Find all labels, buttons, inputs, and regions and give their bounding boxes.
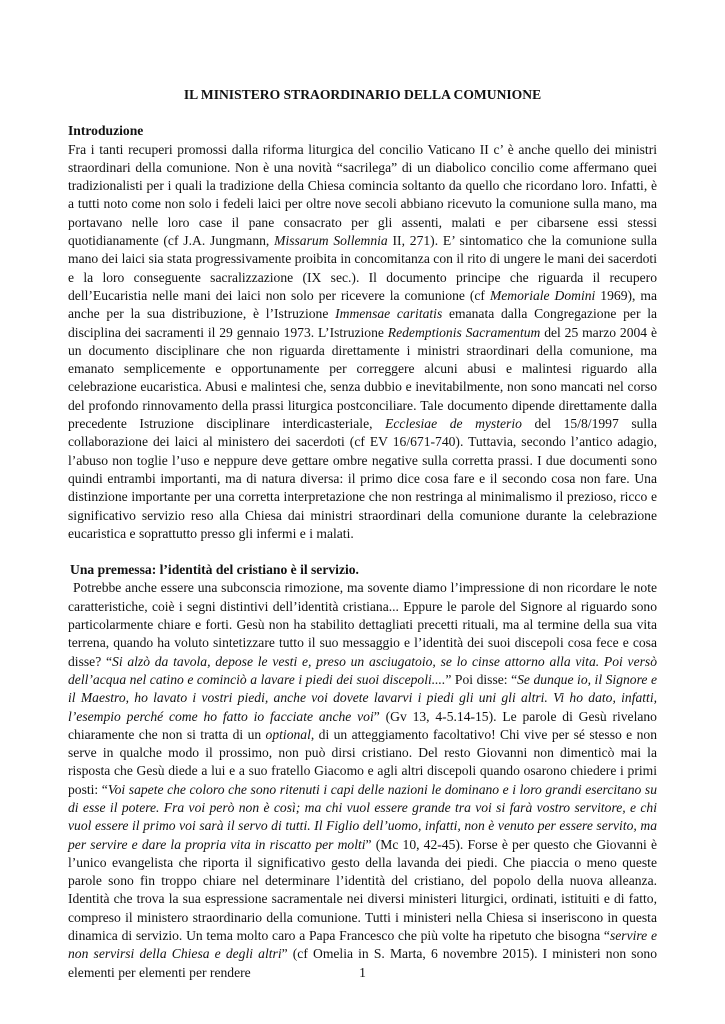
text-run: , di un atteggiamento facoltativo! Chi vive per sé stesso e non serve in qualche modo il prossimo, non può dirsi cristiano. Del resto Giovanni non dimenticò mai la risposta che Gesù diede a lui e a suo fratello Giacomo e agli altri discepoli quando osarono chiedere i primi posti: “: [68, 726, 657, 797]
text-run: ” (cf Omelia in S. Marta, 6 novembre 2015). I ministeri non sono elementi per elementi per rendere: [68, 946, 657, 980]
text-run: 1969), ma anche per la sua distribuzione, è l’Istruzione: [68, 287, 657, 322]
italic-run: optional: [265, 726, 311, 742]
paragraph-premessa: [68, 579, 657, 982]
text-run: del 25 marzo 2004 è un documento disciplinare che non riguarda direttamente i ministri straordinari della comunione, ma emanato semplicemente e opportunamente per correggere alcuni abusi e malintesi riguardo alla celebrazione eucaristica. Abusi e malintesi che, senza dubbio e inevitabilmente, non sono mancati nel corso del profondo rinnovamento della prassi liturgica postconciliare. Tale documento dipende direttamente dalla precedente Istruzione disciplinare interdicasteriale,: [68, 324, 657, 432]
italic-run: Missarum Sollemnia: [274, 233, 388, 249]
text-run: emanata dalla Congregazione per la disciplina dei sacramenti il 29 gennaio 1973. L’Istruzione: [68, 306, 657, 340]
italic-run: Si alzò da tavola, depose le vesti e, preso un asciugatoio, se lo cinse attorno alla vita. Poi versò dell’acqua nel catino e cominciò a lavare i piedi dei suoi discepoli....: [68, 653, 657, 687]
italic-run: Memoriale Domini: [489, 287, 596, 303]
document-title: IL MINISTERO STRAORDINARIO DELLA COMUNIONE: [183, 87, 542, 102]
italic-run: Voi sapete che coloro che sono ritenuti i capi delle nazioni le dominano e i loro grandi esercitano su di esse il potere. Fra voi però non è così; ma chi vuol essere grande tra voi si farà vostro servitore, e chi vuol essere il primo voi sarà il servo di tutti. Il Figlio dell’uomo, infatti, non è venuto per essere servito, ma per servire e dare la propria vita in riscatto per molti: [68, 781, 657, 852]
document-page: [68, 86, 657, 982]
italic-run: Redemptionis Sacramentum: [387, 324, 541, 340]
italic-run: Se dunque io, il Signore e il Maestro, ho lavato i vostri piedi, anche voi dovete lavarvi i piedi gli uni gli altri. Vi ho dato, infatti, l’esempio perché come ho fatto io facciate anche voi: [68, 671, 657, 724]
text-run: Fra i tanti recuperi promossi dalla riforma liturgica del concilio Vaticano II c’ è anche quello dei ministri straordinari della comunione. Non è una novità “sacrilega” di un diabolico concilio come affermano quei tradizionalisti per i quali la tradizione della Chiesa comincia soltanto da quello che ricordano loro. Infatti, è a tutti noto come non solo i fedeli laici per oltre nove secoli abbiano ricevuto la comunione sulla mano, ma portavano nelle loro case il pane consacrato per gli assenti, malati e per cibarsene essi stessi quotidianamente (cf J.A. Jungmann,: [68, 141, 657, 249]
paragraph-introduzione: [68, 141, 657, 544]
text-run: II, 271). E’ sintomatico che la comunione sulla mano dei laici sia stata progressivamente proibita in concomitanza con il rito di ungere le mani dei sacerdoti e la loro conseguente sacralizzazione (IX sec.). Il documento principe che riguarda il recupero dell’Eucaristia nelle mani dei laici non solo per ricevere la comunione (cf: [68, 233, 657, 303]
text-run: ” Poi disse: “: [445, 671, 518, 687]
text-run: del 15/8/1997 sulla collaborazione dei laici al ministero dei sacerdoti (cf EV 16/671-740). Tuttavia, secondo l’antico adagio, l’abuso non toglie l’uso e neppure deve gettare ombre negative sulla corretta prassi. I due documenti sono quindi entrambi importanti, ma di natura diversa: il primo dice cosa fare e il secondo cosa non fare. Una distinzione importante per una corretta interpretazione che non restringa al minimalismo il prezioso, ricco e significativo servizio reso alla Chiesa dai ministri straordinari della comunione durante la celebrazione eucaristica e soprattutto presso gli infermi e i malati.: [68, 416, 657, 541]
text-run: ” (Mc 10, 42-45). Forse è per questo che Giovanni è l’unico evangelista che riporta il significativo gesto della lavanda dei piedi. Che piaccia o meno queste parole sono fin troppo chiare nel determinare l’identità del cristiano, del popolo della nuova alleanza. Identità che trova la sua espressione sacramentale nei diversi ministeri liturgici, ordinati, istituiti e di fatto, compreso il ministero straordinario della comunione. Tutti i ministeri nella Chiesa si inseriscono in questa dinamica di servizio. Un tema molto caro a Papa Francesco che più volte ha ripetuto che bisogna “: [68, 836, 657, 944]
italic-run: Ecclesiae de mysterio: [385, 416, 522, 432]
page-number: 1: [359, 965, 366, 980]
text-run: ” (Gv 13, 4-5.14-15). Le parole di Gesù rivelano chiaramente che non si tratta di un: [68, 708, 657, 742]
text-run: Potrebbe anche essere una subconscia rimozione, ma sovente diamo l’impressione di non ricordare le note caratteristiche, coiè i segni distintivi dell’identità cristiana... Eppure le parole del Signore al riguardo sono particolarmente chiare e forti. Gesù non ha stabilito dettagliati precetti rituali, ma al termine della sua vita terrena, quando ha voluto sintetizzare tutto il suo messaggio e l’identità dei suoi discepoli cosa fece e cosa disse? “: [68, 580, 657, 669]
italic-run: Immensae caritatis: [335, 306, 443, 322]
section-heading-premessa: Una premessa: l’identità del cristiano è il servizio.: [70, 562, 359, 578]
section-heading-introduzione: Introduzione: [68, 123, 144, 139]
italic-run: servire e non servirsi della Chiesa e degli altri: [68, 928, 657, 962]
